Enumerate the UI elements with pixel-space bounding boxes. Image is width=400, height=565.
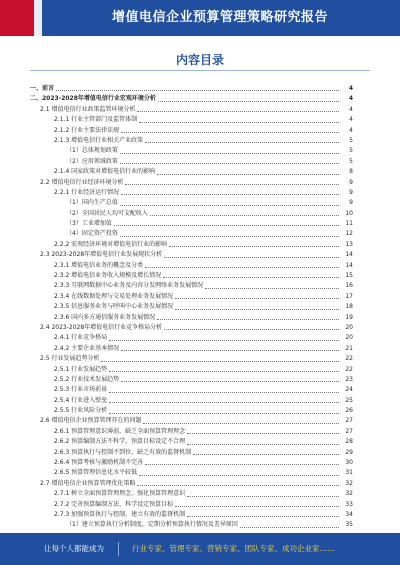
- toc-entry-page: 14: [345, 261, 353, 269]
- toc-leader-dots: [163, 277, 339, 278]
- toc-entry-text: 2.5.2 行业技术发展趋势: [54, 375, 120, 383]
- toc-entry-text: 2.5.3 行业市场前景: [54, 386, 108, 394]
- toc-entry-text: 2.6.5 预算管理信息化水平较低: [54, 469, 138, 477]
- toc-leader-dots: [109, 340, 339, 341]
- toc-entry-page: 32: [345, 490, 353, 498]
- toc-leader-dots: [120, 153, 339, 154]
- toc-entry-text: 2.3.3 互联网数据中心业务及内容分发网络业务发展情况: [54, 282, 204, 290]
- toc-entry[interactable]: [30, 385, 353, 395]
- toc-entry[interactable]: [30, 313, 353, 323]
- toc-title: 内容目录: [175, 53, 224, 67]
- toc-entry[interactable]: [30, 198, 353, 208]
- toc-divider: [30, 70, 370, 71]
- toc-entry-text: 2.6.2 预算编制方法不科学，预算目标设定不合理: [54, 438, 186, 446]
- toc-entry[interactable]: [30, 240, 353, 250]
- toc-entry-text: 2.4 2023-2028年增值电信行业竞争格局分析: [40, 323, 163, 331]
- toc-entry-page: 9: [349, 199, 353, 207]
- toc-entry-page: 32: [345, 479, 353, 487]
- toc-entry-page: 29: [345, 448, 353, 456]
- toc-entry-page: 22: [345, 365, 353, 373]
- toc-entry-page: 27: [345, 417, 353, 425]
- toc-entry-text: 2.7.2 完善预算编制方法，科学设定预算目标: [54, 500, 174, 508]
- footer-divider: [118, 542, 119, 556]
- toc-entry[interactable]: [30, 302, 353, 312]
- toc-entry-text: 2.3.4 在线数据处理与交易处理业务发展情况: [54, 292, 174, 300]
- toc-entry[interactable]: [30, 146, 353, 156]
- toc-entry[interactable]: [30, 167, 353, 177]
- toc-entry-text: 2.1.2 行业主要法律法规: [54, 126, 120, 134]
- toc-entry-text: （1）国内生产总值: [66, 199, 118, 207]
- toc-entry-page: 15: [345, 272, 353, 280]
- report-header: [0, 0, 400, 36]
- toc-entry[interactable]: [30, 406, 353, 416]
- toc-leader-dots: [137, 485, 339, 486]
- table-of-contents: [30, 84, 353, 531]
- toc-entry-page: 28: [345, 438, 353, 446]
- toc-entry[interactable]: [30, 219, 353, 229]
- toc-entry[interactable]: [30, 375, 353, 385]
- toc-leader-dots: [158, 101, 339, 102]
- toc-entry-page: 35: [345, 521, 353, 529]
- toc-entry[interactable]: [30, 250, 353, 260]
- toc-entry-page: 16: [345, 282, 353, 290]
- toc-entry-page: 30: [345, 459, 353, 467]
- toc-entry[interactable]: [30, 209, 353, 219]
- toc-entry-text: 二、2023-2028年增值电信行业宏观环境分析: [30, 95, 156, 103]
- toc-entry-text: （2）全国居民人均可支配收入: [66, 209, 148, 217]
- toc-entry-page: 20: [345, 334, 353, 342]
- toc-leader-dots: [114, 225, 339, 226]
- toc-entry-page: 23: [345, 375, 353, 383]
- toc-entry-page: 31: [345, 469, 353, 477]
- toc-entry-page: 9: [349, 188, 353, 196]
- toc-entry-page: 20: [345, 323, 353, 331]
- toc-leader-dots: [56, 90, 339, 91]
- toc-entry-page: 5: [349, 136, 353, 144]
- toc-entry-text: （4）固定资产投资: [66, 230, 118, 238]
- toc-entry-text: （3）工业增加值: [66, 220, 112, 228]
- toc-entry-page: 4: [348, 84, 353, 92]
- toc-entry-page: 4: [349, 116, 353, 124]
- toc-entry[interactable]: [30, 115, 353, 125]
- toc-entry-text: 2.5.1 行业发展趋势: [54, 365, 108, 373]
- toc-entry-page: 5: [349, 147, 353, 155]
- toc-leader-dots: [175, 506, 339, 507]
- toc-entry-page: 12: [345, 230, 353, 238]
- toc-entry[interactable]: [30, 261, 353, 271]
- toc-leader-dots: [143, 423, 339, 424]
- toc-entry-page: 33: [345, 500, 353, 508]
- toc-entry-page: 25: [345, 396, 353, 404]
- toc-entry[interactable]: [30, 178, 353, 188]
- toc-entry-text: 2.3.6 国内多方通信服务业务发展情况: [54, 313, 156, 321]
- toc-entry-page: 10: [345, 209, 353, 217]
- toc-entry[interactable]: [30, 427, 353, 437]
- toc-entry-text: （1）建立预算执行分析制度，定期分析预算执行情况及差异原因: [66, 521, 238, 529]
- toc-entry-text: 2.7 增值电信企业预算管理优化策略: [40, 479, 136, 487]
- toc-entry-text: 2.5.4 行业进入壁垒: [54, 396, 108, 404]
- toc-leader-dots: [187, 433, 339, 434]
- header-red-stripe: [0, 0, 34, 36]
- toc-leader-dots: [187, 516, 339, 517]
- toc-entry-text: 2.5.5 行业风险分析: [54, 407, 108, 415]
- toc-leader-dots: [109, 392, 339, 393]
- toc-entry[interactable]: [30, 229, 353, 239]
- toc-entry-page: 34: [345, 511, 353, 518]
- toc-entry-page: 13: [345, 240, 353, 248]
- report-title: 增值电信企业预算管理策略研究报告: [111, 10, 328, 25]
- toc-entry[interactable]: [30, 188, 353, 198]
- toc-entry-text: 2.1.3 增值电信行业相关产业政策: [54, 136, 144, 144]
- toc-entry[interactable]: [30, 417, 353, 427]
- toc-leader-dots: [120, 236, 339, 237]
- toc-entry[interactable]: [30, 458, 353, 468]
- toc-leader-dots: [164, 257, 339, 258]
- toc-entry-page: 27: [345, 427, 353, 435]
- toc-leader-dots: [157, 174, 339, 175]
- toc-entry[interactable]: [30, 500, 353, 510]
- toc-entry-text: （2）应用领域政策: [66, 157, 118, 165]
- page-footer: [0, 533, 400, 565]
- toc-leader-dots: [164, 329, 339, 330]
- toc-entry-page: 4: [349, 126, 353, 134]
- toc-entry[interactable]: [30, 354, 353, 364]
- toc-entry[interactable]: [30, 281, 353, 291]
- toc-entry-page: 21: [345, 344, 353, 352]
- toc-leader-dots: [205, 288, 339, 289]
- toc-entry-text: 2.3 2023-2028年增值电信行业发展现状分析: [40, 251, 163, 259]
- toc-entry-text: 2.4.1 行业竞争格局: [54, 334, 108, 342]
- toc-entry-text: 2.7.1 树立全面预算管理理念，强化预算管理意识: [54, 490, 186, 498]
- toc-entry-page: 11: [345, 220, 353, 228]
- toc-entry[interactable]: [30, 157, 353, 167]
- toc-entry-text: 2.4.2 主要企业基本情况: [54, 344, 120, 352]
- toc-entry[interactable]: [30, 333, 353, 343]
- footer-slogan-right: 行业专家、管理专家、营销专家、团队专家、成功企业家……: [132, 544, 335, 553]
- toc-entry-page: 24: [345, 386, 353, 394]
- toc-leader-dots: [139, 122, 339, 123]
- toc-leader-dots: [187, 496, 339, 497]
- toc-entry[interactable]: [30, 344, 353, 354]
- toc-leader-dots: [145, 142, 339, 143]
- toc-entry-text: 2.1.1 行业主管部门及监管体制: [54, 116, 138, 124]
- toc-leader-dots: [175, 298, 339, 299]
- toc-entry[interactable]: [30, 94, 353, 104]
- toc-entry[interactable]: [30, 323, 353, 333]
- toc-leader-dots: [101, 361, 339, 362]
- toc-leader-dots: [150, 215, 339, 216]
- toc-entry-text: 2.6.1 预算管理意识薄弱，缺乏全面预算管理理念: [54, 427, 186, 435]
- toc-entry[interactable]: [30, 84, 353, 94]
- toc-leader-dots: [193, 454, 339, 455]
- toc-leader-dots: [137, 111, 339, 112]
- toc-entry[interactable]: [30, 520, 353, 530]
- toc-entry-text: 2.2.2 宏观经济环境对增值电信行业的影响: [54, 240, 168, 248]
- toc-entry-page: 8: [349, 168, 353, 176]
- toc-entry-text: 2.6 增值电信企业预算管理存在的问题: [40, 417, 142, 425]
- toc-leader-dots: [121, 350, 339, 351]
- toc-leader-dots: [187, 444, 339, 445]
- toc-leader-dots: [109, 402, 339, 403]
- toc-entry-page: 5: [349, 157, 353, 165]
- toc-entry[interactable]: [30, 105, 353, 115]
- header-light-stripe: [34, 0, 42, 36]
- toc-entry-page: 4: [348, 95, 353, 103]
- toc-entry-page: 26: [345, 407, 353, 415]
- toc-entry[interactable]: [30, 468, 353, 478]
- toc-leader-dots: [120, 163, 339, 164]
- toc-entry-text: 2.3.2 增值电信业务收入规模及增长情况: [54, 272, 162, 280]
- toc-leader-dots: [169, 246, 339, 247]
- toc-entry[interactable]: [30, 136, 353, 146]
- toc-leader-dots: [121, 194, 339, 195]
- toc-leader-dots: [157, 319, 339, 320]
- toc-entry-page: 9: [349, 178, 353, 186]
- toc-entry-text: 2.5 行业发展趋势分析: [40, 355, 100, 363]
- toc-entry-text: （1）总体规划政策: [66, 147, 118, 155]
- toc-entry[interactable]: [30, 437, 353, 447]
- toc-entry-text: 2.1 增值电信行业政策监管环境分析: [40, 105, 136, 113]
- footer-slogan-left: 让每个人都能成为: [44, 544, 104, 553]
- toc-leader-dots: [240, 527, 339, 528]
- toc-entry-page: 14: [345, 251, 353, 259]
- toc-entry-page: 4: [349, 105, 353, 113]
- toc-entry-page: 17: [345, 292, 353, 300]
- toc-leader-dots: [139, 475, 339, 476]
- toc-entry-page: 19: [345, 313, 353, 321]
- toc-entry-text: 2.2 增值电信行业经济环境分析: [40, 178, 124, 186]
- toc-entry-text: 2.7.3 加强预算执行与控制，建立有效的监督机制: [54, 511, 186, 518]
- toc-leader-dots: [145, 464, 339, 465]
- toc-leader-dots: [121, 132, 339, 133]
- toc-entry[interactable]: [30, 479, 353, 489]
- toc-leader-dots: [145, 267, 339, 268]
- toc-entry-text: 2.6.3 预算执行与控制不到位，缺乏有效的监督机制: [54, 448, 192, 456]
- toc-leader-dots: [109, 371, 339, 372]
- toc-entry-text: 2.2.1 行业经济运行情况: [54, 188, 120, 196]
- toc-entry-text: 2.3.1 增值电信业务的概念及分类: [54, 261, 144, 269]
- toc-entry[interactable]: [30, 510, 353, 520]
- toc-entry-text: 2.3.5 信息服务业务与呼叫中心业务发展情况: [54, 303, 174, 311]
- toc-entry[interactable]: [30, 271, 353, 281]
- toc-leader-dots: [121, 381, 339, 382]
- toc-entry-text: 2.1.4 国家政策对增值电信行业的影响: [54, 168, 156, 176]
- toc-entry[interactable]: [30, 396, 353, 406]
- toc-leader-dots: [120, 205, 339, 206]
- toc-entry[interactable]: [30, 489, 353, 499]
- toc-entry-text: 2.6.4 预算考核与激励机制不完善: [54, 459, 144, 467]
- toc-leader-dots: [175, 309, 339, 310]
- toc-entry-page: 22: [345, 355, 353, 363]
- toc-entry[interactable]: [30, 365, 353, 375]
- toc-entry-text: 一、前言: [30, 84, 55, 92]
- toc-entry[interactable]: [30, 126, 353, 136]
- toc-entry-page: 18: [345, 303, 353, 311]
- toc-entry[interactable]: [30, 292, 353, 302]
- toc-leader-dots: [109, 413, 339, 414]
- toc-leader-dots: [125, 184, 339, 185]
- toc-entry[interactable]: [30, 448, 353, 458]
